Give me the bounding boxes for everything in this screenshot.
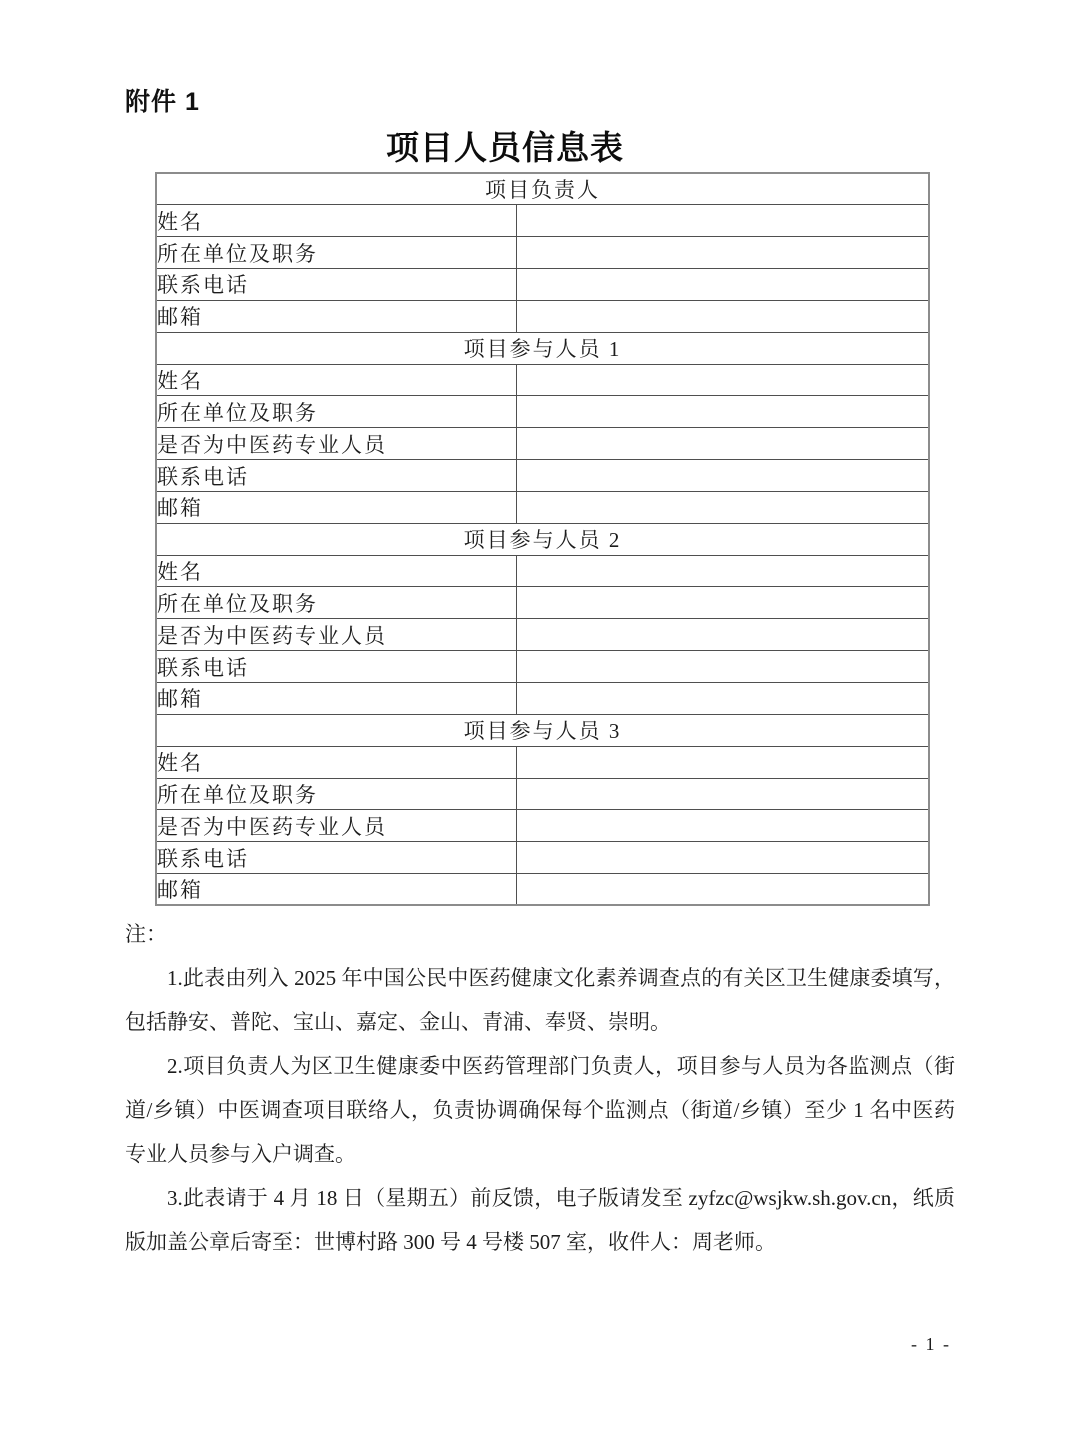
table-row xyxy=(156,205,929,237)
field-value-cell[interactable] xyxy=(516,651,929,683)
table-row xyxy=(156,460,929,492)
field-value-cell[interactable] xyxy=(516,555,929,587)
table-row xyxy=(156,587,929,619)
field-value-cell[interactable] xyxy=(516,842,929,874)
field-label-cell: 姓名 xyxy=(156,364,516,396)
field-value-cell[interactable] xyxy=(516,396,929,428)
field-label-cell: 所在单位及职务 xyxy=(156,237,516,269)
field-value-cell[interactable] xyxy=(516,874,929,906)
note-item-3: 3.此表请于 4 月 18 日（星期五）前反馈，电子版请发至 zyfzc@wsjkw.sh.gov.cn，纸质版加盖公章后寄至：世博村路 300 号 4 号楼 507 室，收件人：周老师。 xyxy=(125,1186,955,1254)
table-row xyxy=(156,332,929,364)
table-row xyxy=(156,746,929,778)
table-row xyxy=(156,491,929,523)
field-value-cell[interactable] xyxy=(516,810,929,842)
section-header-participant-2: 项目参与人员 2 xyxy=(156,523,929,555)
table-row xyxy=(156,651,929,683)
field-value-cell[interactable] xyxy=(516,746,929,778)
table-row xyxy=(156,364,929,396)
field-label-cell: 所在单位及职务 xyxy=(156,396,516,428)
table-row xyxy=(156,683,929,715)
table-row xyxy=(156,810,929,842)
field-value-cell[interactable] xyxy=(516,269,929,301)
field-value-cell[interactable] xyxy=(516,428,929,460)
field-label-cell: 邮箱 xyxy=(156,874,516,906)
field-label-cell: 邮箱 xyxy=(156,300,516,332)
notes-section xyxy=(125,912,955,1264)
table-row xyxy=(156,428,929,460)
field-value-cell[interactable] xyxy=(516,683,929,715)
table-row xyxy=(156,173,929,205)
section-header-participant-1: 项目参与人员 1 xyxy=(156,332,929,364)
field-value-cell[interactable] xyxy=(516,205,929,237)
section-header-participant-3: 项目参与人员 3 xyxy=(156,714,929,746)
field-label-cell: 邮箱 xyxy=(156,683,516,715)
field-label-cell: 是否为中医药专业人员 xyxy=(156,428,516,460)
field-label-cell: 姓名 xyxy=(156,205,516,237)
note-item-2: 2.项目负责人为区卫生健康委中医药管理部门负责人，项目参与人员为各监测点（街道/乡镇）中医调查项目联络人，负责协调确保每个监测点（街道/乡镇）至少 1 名中医药专业人员参与入户调查。 xyxy=(125,1054,955,1166)
field-value-cell[interactable] xyxy=(516,587,929,619)
table-row xyxy=(156,714,929,746)
field-label-cell: 联系电话 xyxy=(156,651,516,683)
field-label-cell: 邮箱 xyxy=(156,491,516,523)
page-title: 项目人员信息表 xyxy=(386,129,624,166)
page-number: - 1 - xyxy=(911,1334,951,1354)
field-value-cell[interactable] xyxy=(516,364,929,396)
attachment-label: 附件 1 xyxy=(125,88,200,116)
field-value-cell[interactable] xyxy=(516,237,929,269)
table-row xyxy=(156,842,929,874)
field-label-cell: 姓名 xyxy=(156,555,516,587)
table-row xyxy=(156,269,929,301)
note-item-1: 1.此表由列入 2025 年中国公民中医药健康文化素养调查点的有关区卫生健康委填写，包括静安、普陀、宝山、嘉定、金山、青浦、奉贤、崇明。 xyxy=(125,966,955,1034)
field-label-cell: 联系电话 xyxy=(156,269,516,301)
field-label-cell: 联系电话 xyxy=(156,842,516,874)
field-value-cell[interactable] xyxy=(516,300,929,332)
field-label-cell: 所在单位及职务 xyxy=(156,778,516,810)
table-row xyxy=(156,555,929,587)
table-row xyxy=(156,396,929,428)
section-header-leader: 项目负责人 xyxy=(156,173,929,205)
field-label-cell: 姓名 xyxy=(156,746,516,778)
field-label-cell: 是否为中医药专业人员 xyxy=(156,619,516,651)
field-label-cell: 联系电话 xyxy=(156,460,516,492)
field-value-cell[interactable] xyxy=(516,460,929,492)
field-label-cell: 是否为中医药专业人员 xyxy=(156,810,516,842)
table-row xyxy=(156,300,929,332)
personnel-info-table xyxy=(155,172,930,906)
table-row xyxy=(156,874,929,906)
field-value-cell[interactable] xyxy=(516,778,929,810)
table-row xyxy=(156,523,929,555)
field-value-cell[interactable] xyxy=(516,619,929,651)
field-label-cell: 所在单位及职务 xyxy=(156,587,516,619)
table-row xyxy=(156,619,929,651)
table-row xyxy=(156,237,929,269)
table-row xyxy=(156,778,929,810)
field-value-cell[interactable] xyxy=(516,491,929,523)
notes-label: 注： xyxy=(125,922,167,946)
